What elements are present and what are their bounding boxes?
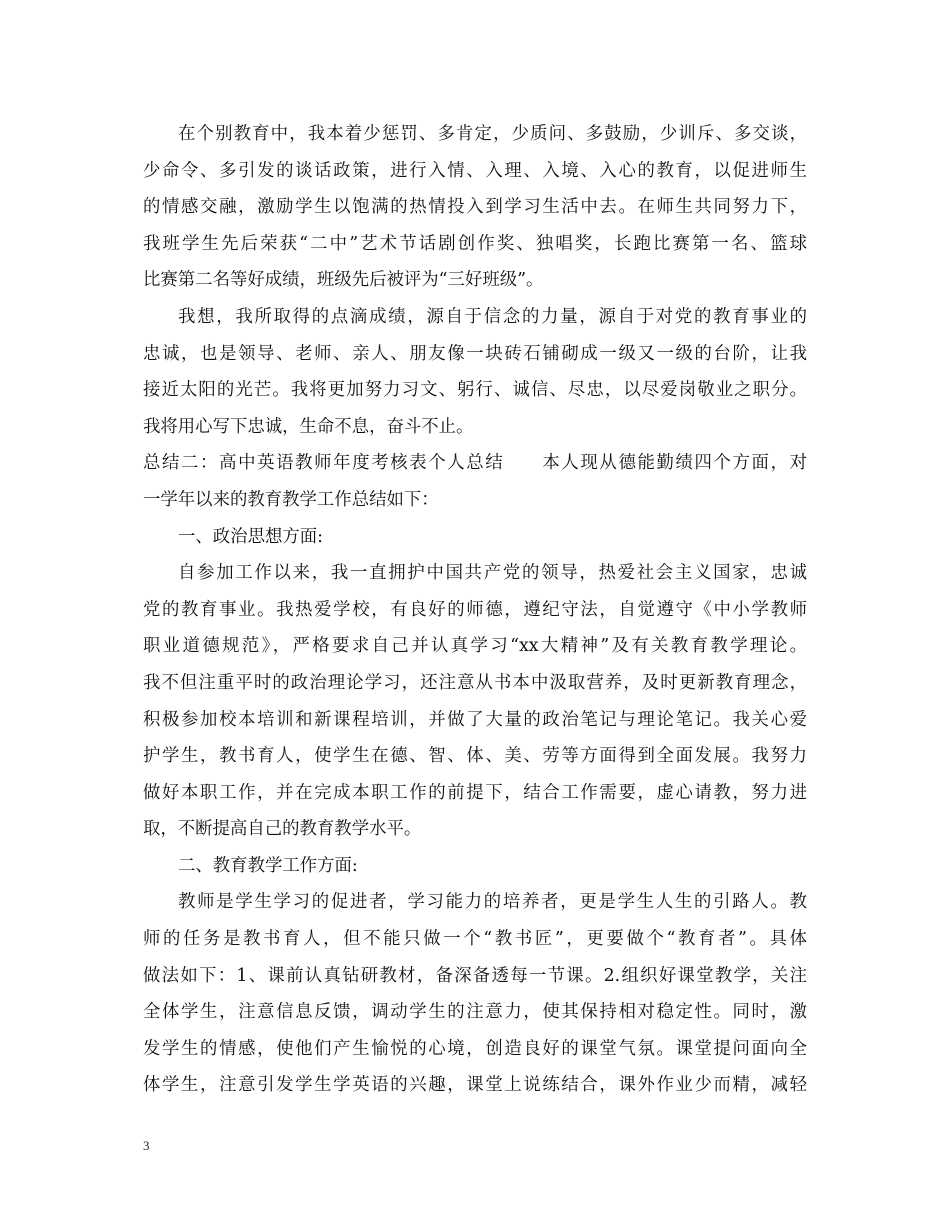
text-line: 护学生，教书育人，使学生在德、智、体、美、劳等方面得到全面发展。我努力 xyxy=(143,746,807,767)
text-line: 做好本职工作，并在完成本职工作的前提下，结合工作需要，虚心请教，努力进 xyxy=(143,782,807,803)
text-line: 发学生的情感，使他们产生愉悦的心境，创造良好的课堂气氛。课堂提问面向全 xyxy=(143,1038,807,1059)
document-body xyxy=(143,116,807,1104)
text-line: 我想，我所取得的点滴成绩，源自于信念的力量，源自于对党的教育事业的 xyxy=(178,306,807,327)
text-line: 全体学生，注意信息反馈，调动学生的注意力，使其保持相对稳定性。同时，激 xyxy=(143,1002,807,1023)
text-line: 我班学生先后荣获“二中”艺术节话剧创作奖、独唱奖，长跑比赛第一名、篮球 xyxy=(143,233,807,254)
text-line: 师的任务是教书育人，但不能只做一个“教书匠”，更要做个“教育者”。具体 xyxy=(143,929,807,950)
text-line: 二、教育教学工作方面: xyxy=(178,855,358,876)
text-line: 接近太阳的光芒。我将更加努力习文、躬行、诚信、尽忠，以尽爱岗敬业之职分。 xyxy=(143,380,807,401)
text-line: 一学年以来的教育教学工作总结如下： xyxy=(143,489,439,510)
text-line: 做法如下：1、课前认真钻研教材，备深备透每一节课。2.组织好课堂教学，关注 xyxy=(143,965,807,986)
text-line: 我不但注重平时的政治理论学习，还注意从书本中汲取营养，及时更新教育理念， xyxy=(143,672,807,693)
text-line: 体学生，注意引发学生学英语的兴趣，课堂上说练结合，课外作业少而精，减轻 xyxy=(143,1075,807,1096)
text-line: 我将用心写下忠诚，生命不息，奋斗不止。 xyxy=(143,416,474,437)
text-line: 比赛第二名等好成绩，班级先后被评为“三好班级”。 xyxy=(143,270,544,291)
text-line: 自参加工作以来，我一直拥护中国共产党的领导，热爱社会主义国家，忠诚 xyxy=(178,563,807,584)
text-line: 总结二：高中英语教师年度考核表个人总结 本人现从德能勤绩四个方面，对 xyxy=(143,453,807,474)
text-line: 一、政治思想方面: xyxy=(178,526,323,547)
text-line: 在个别教育中，我本着少惩罚、多肯定，少质问、多鼓励，少训斥、多交谈， xyxy=(178,124,807,144)
text-line: 积极参加校本培训和新课程培训，并做了大量的政治笔记与理论笔记。我关心爱 xyxy=(143,709,807,730)
text-line: 的情感交融，激励学生以饱满的热情投入到学习生活中去。在师生共同努力下， xyxy=(143,197,807,218)
text-line: 教师是学生学习的促进者，学习能力的培养者，更是学生人生的引路人。教 xyxy=(178,892,807,913)
text-line: 少命令、多引发的谈话政策，进行入情、入理、入境、入心的教育，以促进师生 xyxy=(143,160,807,181)
text-line: 取，不断提高自己的教育教学水平。 xyxy=(143,819,422,840)
text-line: 忠诚，也是领导、老师、亲人、朋友像一块砖石铺砌成一级又一级的台阶，让我 xyxy=(143,343,807,364)
text-line: 职业道德规范》，严格要求自己并认真学习“xx大精神”及有关教育教学理论。 xyxy=(143,636,807,657)
page-number: 3 xyxy=(143,1138,150,1153)
text-line: 党的教育事业。我热爱学校，有良好的师德，遵纪守法，自觉遵守《中小学教师 xyxy=(143,599,807,620)
